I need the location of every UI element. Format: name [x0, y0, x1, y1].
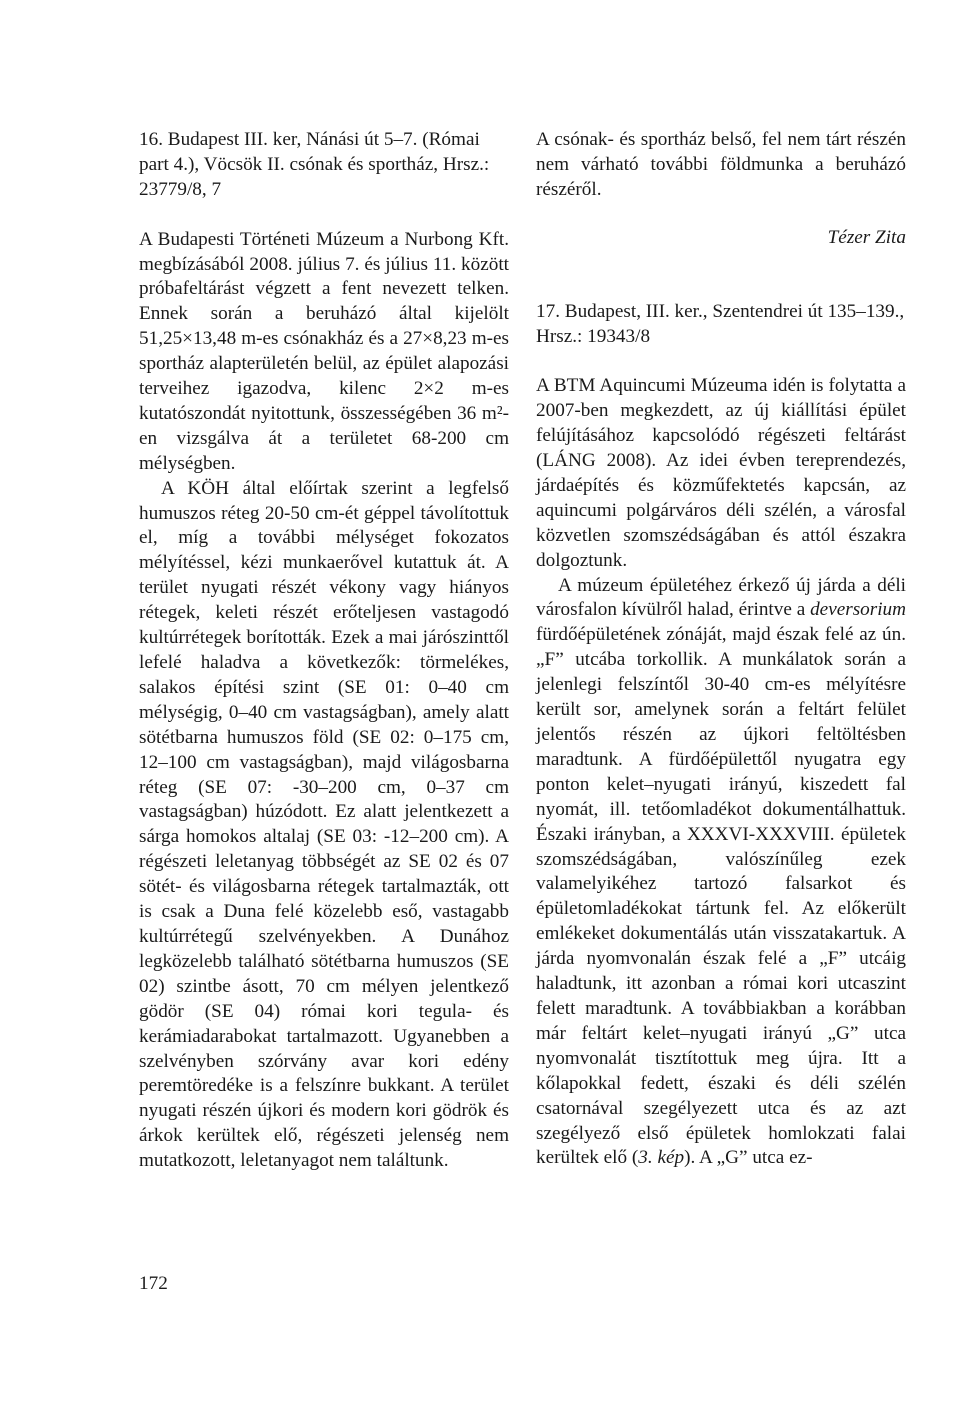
- figure-reference: 3. kép: [638, 1147, 685, 1169]
- right-column: [536, 128, 906, 1171]
- section-heading-16: 16. Budapest III. ker, Nánási út 5–7. (Római part 4.), Vöcsök II. csónak és sportház, Hrsz.: 23779/8, 7: [139, 129, 490, 200]
- page-number: 172: [139, 1273, 168, 1294]
- paragraph: A BTM Aquincumi Múzeuma idén is folytatta a 2007-ben megkezdett, az új kiállítási épület felújításához kapcsolódó régészeti feltárást (LÁNG 2008). Az idei évben tereprendezés, járdaépítés és közműfektetés kapcsán, az aquincumi polgárváros déli szélén, a városfal közvetlen szomszédságában és attól északra dolgoztunk.: [536, 375, 906, 571]
- left-column: [139, 128, 509, 1174]
- paragraph: A Budapesti Történeti Múzeum a Nurbong Kft. megbízásából 2008. július 7. és július 11. között próbafeltárást végzett a fent nevezett telken. Ennek során a beruházó által kijelölt 51,25×13,48 m-es csónakház és a 27×8,23 m-es sportház alapterületén belül, az épület alapozási terveihez igazodva, kilenc 2×2 m-es kutatószondát nyitottunk, összességében 36 m²-en vizsgálva át a területet 68-200 cm mélységben.: [139, 228, 509, 474]
- section-heading-17: 17. Budapest, III. ker., Szentendrei út 135–139., Hrsz.: 19343/8: [536, 300, 905, 347]
- paragraph-continuation: A csónak- és sportház belső, fel nem tárt részén nem várható további földmunka a beruházó részéről.: [536, 129, 906, 200]
- paragraph-text: A múzeum épületéhez érkező új járda a déli városfalon kívülről halad, érintve a: [536, 574, 906, 621]
- paragraph-text: ). A „G” utca ez-: [684, 1147, 813, 1169]
- paragraph: [536, 574, 906, 1172]
- paragraph: A KÖH által előírtak szerint a legfelső humuszos réteg 20-50 cm-ét géppel távolítottuk el, míg a további mélységet fokozatos mélyítéssel, kézi munkaerővel kutattuk át. A terület nyugati részét vékony vagy hiányos rétegek, keleti részét erőteljesen vastagodó kultúrrétegek borították. Ezek a mai járószinttől lefelé haladva a következők: törmelékes, salakos építési szint (SE 01: 0–40 cm mélységig, 0–40 cm vastagságban), amely alatt sötétbarna humuszos föld (SE 02: 0–175 cm, 12–100 cm vastagságban), majd világosbarna réteg (SE 07: -30–200 cm, 0–37 cm vastagságban) húzódott. Ez alatt jelentkezett a sárga homokos altalaj (SE 03: -12–200 cm). A régészeti leletanyag többségét az SE 02 és 07 sötét- és világosbarna rétegek tartalmazták, ott is csak a Duna felé közelebb eső, vastagabb kultúrrétegű szelvényekben. A Dunához legközelebb található sötétbarna humuszos (SE 02) szintbe ásott, 70 cm mélyen jelentkező gödör (SE 04) római kori tegula- és kerámiadarabokat tartalmazott. Ugyanebben a szelvényben szórvány avar kori edény peremtöredéke is a felszínre bukkant. A terület nyugati részén újkori és modern kori gödrök és árkok kerültek elő, régészeti jelenség nem mutatkozott, leletanyagot nem találtunk.: [139, 477, 509, 1172]
- paragraph-text: fürdőépületének zónáját, majd észak felé az ún. „F” utcába torkollik. A munkálatok során a jelenlegi felszíntől 30-40 cm-es mélyítésre került sor, amelynek során a feltárt felület jelentős részén az újkori feltöltésben maradtunk. A fürdőépülettől nyugatra egy ponton kelet–nyugati irányú, kiszedett fal nyomát, ill. tetőomladékot dokumentálhattuk. Északi irányban, a XXXVI-XXXVIII. épületek szomszédságában, valószínűleg ezek valamelyikéhez tartozó falsarkot és épületomladékokat tártunk fel. Az előkerült emlékeket dokumentálás után visszatakartuk. A járda nyomvonalán észak felé a „F” utcáig haladtunk, itt azonban a római kori utcaszint felett maradtunk. A továbbiakban a korábban már feltárt kelet–nyugati irányú „G” utca nyomvonalát tisztítottuk meg újra. Itt a kőlapokkal fedett, északi és déli szélén csatornával szegélyezett utca és az azt szegélyező első épületek homlokzati falai kerültek elő (: [536, 624, 906, 1169]
- italic-term: deversorium: [810, 599, 906, 621]
- author-signature: Tézer Zita: [827, 226, 906, 248]
